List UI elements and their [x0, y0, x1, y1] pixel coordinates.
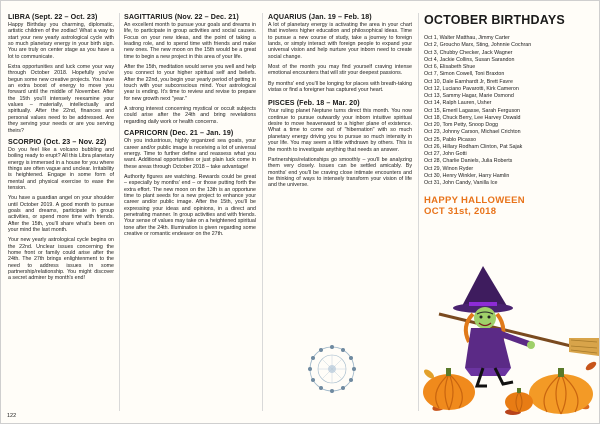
scorpio-section — [8, 138, 114, 282]
halloween-witch-pumpkins-illustration — [421, 256, 599, 416]
halloween-heading — [424, 195, 594, 217]
birthday-entry: Oct 28, Charlie Daniels, Julia Roberts — [424, 158, 513, 165]
birthday-entry: Oct 20, Tom Petty, Snoop Dogg — [424, 122, 499, 128]
aquarius-title: AQUARIUS (Jan. 19 – Feb. 18) — [268, 13, 372, 21]
aquarius-paragraph: By months' end you'll be longing for places with breath-taking vistas or find a foreigner has captured your heart. — [268, 80, 412, 94]
pisces-paragraph: Your ruling planet Neptune turns direct this month. You now continue to pursue outwardly your inborn intuitive spiritual desire to move heavenward to a higher plane of existence. What a time to come out of "hibernation" with so much planetary energy driving you to pursue so much intensity in your life. You may seem a little withdrawn by others. This is the month to investigate anything that needs an answer. — [268, 108, 412, 153]
capricorn-section — [124, 129, 256, 237]
broom-icon — [439, 314, 599, 356]
birthday-entry: Oct 3, Chubby Checker, Jack Wagner — [424, 49, 513, 56]
column-divider — [262, 13, 263, 411]
zodiac-wheel-icon — [297, 341, 367, 397]
column-3 — [265, 13, 415, 193]
scorpio-paragraph: You have a guardian angel on your shoulder until October 2019. A good month to pursue goals and dreams, participate in group activities, or spend more time with friends. After the 15th, you'll share what's been on your mind the last month. — [8, 195, 114, 233]
capricorn-title: CAPRICORN (Dec. 21 – Jan. 19) — [124, 129, 234, 138]
birthday-entry: Oct 26, Hillary Rodham Clinton, Pat Sajak — [424, 143, 523, 150]
birthday-entry: Oct 6, Elisabeth Shue — [424, 64, 476, 70]
capricorn-paragraph: Authority figures are watching. Rewards could be great – especially by months' end – or those putting forth the extra effort. The new moon on the 13th is an opportune time to plant seeds for a new project to enhance your career and/or public image. After the 15th, you'll be expressing your ideas and opinions, in a direct and penetrating manner. In group activities and with friends. Your sense of values may take on a heightened spiritual tone after the 24th. Illumination is given regarding some creative or romantic endeavor on the 27th. — [124, 173, 256, 237]
pisces-paragraph: Partnerships/relationships go smoothly – you'll be analyzing them very closely. Issues can be settled amicably. By months' end you'll be craving close intimate encounters and be thinking of ways to intensely transform your vision of life and the universe. — [268, 156, 412, 189]
birthday-entry: Oct 4, Jackie Collins, Susan Sarandon — [424, 56, 515, 63]
scorpio-paragraph: Do you feel like a volcano bubbling and boiling ready to erupt? All this Libra planetary energy is immersed in a house for you where things are often vague and unclear. Irritability is heightened. Engage in some form of mental and physical exercise to ease the tension. — [8, 146, 114, 191]
libra-paragraph: Extra opportunities and luck come your way through October 2018. Hopefully you've begun some new creative projects. You have an extra boost of energy to move you forward until the middle of November. After the 15th you'll intensely reexamine your values – materially, intellectually and spiritually. After the 22nd, finances and personal values need to be addressed. Are they serving your needs or are you serving theirs? — [8, 64, 114, 134]
sagittarius-paragraph: A strong interest concerning mystical or occult subjects could arise after the 24th and bring revelations regarding daily work or health concerns. — [124, 106, 256, 125]
libra-title: LIBRA (Sept. 22 – Oct. 23) — [8, 13, 98, 21]
sagittarius-paragraph: After the 15th, meditation would serve you well and help you connect to your higher spiritual self and beliefs. After the 22nd, you begin your yearly period of getting in touch with your subconscious mind. Your astrological year is ending. It's time to review and revise to prepare for new growth next "year." — [124, 64, 256, 102]
birthday-entry: Oct 30, Henry Winkler, Harry Hamlin — [424, 172, 510, 179]
aquarius-paragraph: A lot of planetary energy is activating the area in your chart that involves higher education and philosophical ideas. Time to pursue a new course of study, take a journey to foreign lands, or simply interact with foreign people to expand your universal vision and help nurture your inborn need to create social change. — [268, 22, 412, 60]
column-divider — [119, 13, 120, 411]
scorpio-title: SCORPIO (Oct. 23 – Nov. 22) — [8, 137, 107, 146]
birthdays-title: OCTOBER BIRTHDAYS — [424, 13, 565, 27]
column-4 — [421, 13, 597, 217]
birthday-entry: Oct 15, Emeril Lagasse, Sarah Ferguson — [424, 107, 520, 114]
column-1 — [5, 13, 117, 286]
birthday-entry: Oct 13, Sammy Hagar, Marie Osmond — [424, 93, 514, 99]
birthday-entry: Oct 31, John Candy, Vanilla Ice — [424, 180, 498, 186]
page-number: 122 — [7, 413, 17, 419]
aquarius-paragraph: Most of the month you may find yourself craving intense emotional encounters that will stir your deepest passions. — [268, 64, 412, 77]
birthday-entry: Oct 27, John Gotti — [424, 151, 467, 157]
birthday-entry: Oct 14, Ralph Lauren, Usher — [424, 100, 492, 107]
libra-paragraph: Happy Birthday you charming, diplomatic, artistic children of the zodiac! What a way to start your new yearly astrological cycle with so much planetary energy in your birth sign. You are truly on center stage as you have a lot to communicate. — [8, 22, 114, 60]
sagittarius-title: SAGITTARIUS (Nov. 22 – Dec. 21) — [124, 13, 239, 21]
birthday-entry: Oct 25, Pablo Picasso — [424, 136, 477, 143]
birthday-entry: Oct 2, Groucho Marx, Sting, Johnnie Cochran — [424, 42, 532, 49]
sagittarius-paragraph: An excellent month to pursue your goals and dreams in life, to participate in group activities and social causes. Focus on your new ideas, and the point of taking a leading role, and to spend time with friends and make new ones. The new moon on the 15th would be a great time to begin a new project in this area of your life. — [124, 22, 256, 60]
birthday-entry: Oct 23, Johnny Carson, Michael Crichton — [424, 129, 521, 136]
birthday-entry: Oct 7, Simon Cowell, Toni Braxton — [424, 71, 505, 78]
pumpkin-icon — [505, 388, 533, 412]
scorpio-paragraph: Your new yearly astrological cycle begins on the 22nd. Unclear issues concerning the home front or family could arise after the 24th. The 27th brings enlightenment to the need to address issues in some partnership/relationship. You might discover a secret admirer by month's end! — [8, 237, 114, 282]
halloween-line-2: OCT 31st, 2018 — [424, 206, 497, 218]
birthday-entry: Oct 29, Winon Ryder — [424, 165, 474, 172]
halloween-line-1: HAPPY HALLOWEEN — [424, 195, 525, 207]
pumpkin-icon — [529, 368, 593, 414]
sagittarius-section — [124, 13, 256, 125]
birthday-entry: Oct 1, Walter Matthau, Jimmy Carter — [424, 35, 510, 41]
birthday-entry: Oct 10, Dale Earnhardt Jr, Brett Favre — [424, 78, 513, 85]
birthday-entry: Oct 12, Luciano Pavarotti, Kirk Cameron — [424, 85, 519, 92]
aquarius-section — [268, 13, 412, 93]
pisces-section — [268, 99, 412, 188]
column-divider — [418, 13, 419, 411]
capricorn-paragraph: Oh you industrious, highly organized sea goats, your career and/or public image is receiving a lot of universal energy. Time to further define and reassess what you want. Additional opportunities or just plain luck come in these areas through October 2018 – take advantage! — [124, 138, 256, 170]
birthdays-list — [424, 35, 594, 187]
pisces-title: PISCES (Feb. 18 – Mar. 20) — [268, 99, 360, 108]
column-2 — [121, 13, 259, 241]
birthday-entry: Oct 18, Chuck Berry, Lee Harvey Oswald — [424, 114, 521, 121]
libra-section — [8, 13, 114, 134]
